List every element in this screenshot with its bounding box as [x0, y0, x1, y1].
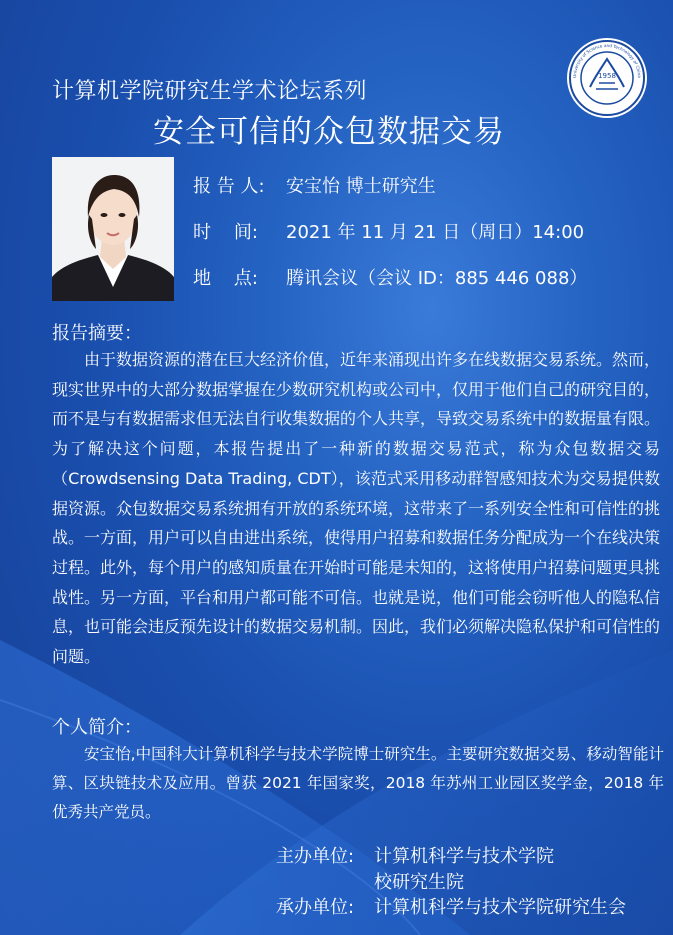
university-emblem [566, 37, 648, 119]
place-label: 地 点: [193, 268, 258, 289]
reporter-label: 报 告 人: [193, 176, 265, 197]
abstract-text: 由于数据资源的潜在巨大经济价值，近年来涌现出许多在线数据交易系统。然而，现实世界中的大部分数据掌握在少数研究机构或公司中，仅用于他们自己的研究目的，而不是与有数据需求但无法自行收集数据的个人共享，导致交易系统中的数据量有限。为了解决这个问题，本报告提出了一种新的数据交易范式，称为众包数据交易（Crowdsensing Data Trading, CDT），该范式采用移动群智感知技术为交易提供数据资源。众包数据交易系统拥有开放的系统环境，这带来了一系列安全性和可信性的挑战。一方面，用户可以自由进出系统，使得用户招募和数据任务分配成为一个在线决策过程。此外，每个用户的感知质量在开始时可能是未知的，这将使用户招募问题更具挑战性。另一方面，平台和用户都可能不可信。也就是说，他们可能会窃听他人的隐私信息，也可能会违反预先设计的数据交易机制。因此，我们必须解决隐私保护和可信性的问题。 [52, 350, 661, 667]
university-logo-icon [566, 37, 648, 119]
talk-title: 安全可信的众包数据交易 [153, 114, 505, 150]
host-org-1: 计算机科学与技术学院 [374, 846, 554, 867]
bio-text: 安宝怡,中国科大计算机科学与技术学院博士研究生。主要研究数据交易、移动智能计算、区块链技术及应用。曾获 2021 年国家奖，2018 年苏州工业园区奖学金，2018 年优秀共产党员。 [52, 745, 664, 821]
place-row [193, 264, 587, 290]
time-label: 时 间: [193, 222, 258, 243]
forum-series-title: 计算机学院研究生学术论坛系列 [52, 79, 368, 104]
speaker-portrait-image [52, 157, 174, 301]
co-organizer-label: 承办单位: [276, 897, 355, 918]
emblem-text: University of Science and Technology of China [571, 42, 643, 79]
abstract-heading: 报告摘要： [52, 323, 142, 344]
host-org-2: 校研究生院 [374, 872, 464, 893]
place-value: 腾讯会议（会议 ID：885 446 088） [286, 268, 588, 289]
co-organizer-1: 计算机科学与技术学院研究生会 [374, 897, 626, 918]
time-row [193, 218, 584, 244]
reporter-row [193, 172, 436, 198]
host-label: 主办单位: [276, 846, 355, 867]
bio-heading: 个人简介： [52, 717, 142, 738]
speaker-photo [52, 157, 174, 301]
time-value: 2021 年 11 月 21 日（周日）14:00 [286, 222, 585, 243]
emblem-year: 1958 [598, 72, 616, 80]
reporter-value: 安宝怡 博士研究生 [286, 176, 436, 197]
